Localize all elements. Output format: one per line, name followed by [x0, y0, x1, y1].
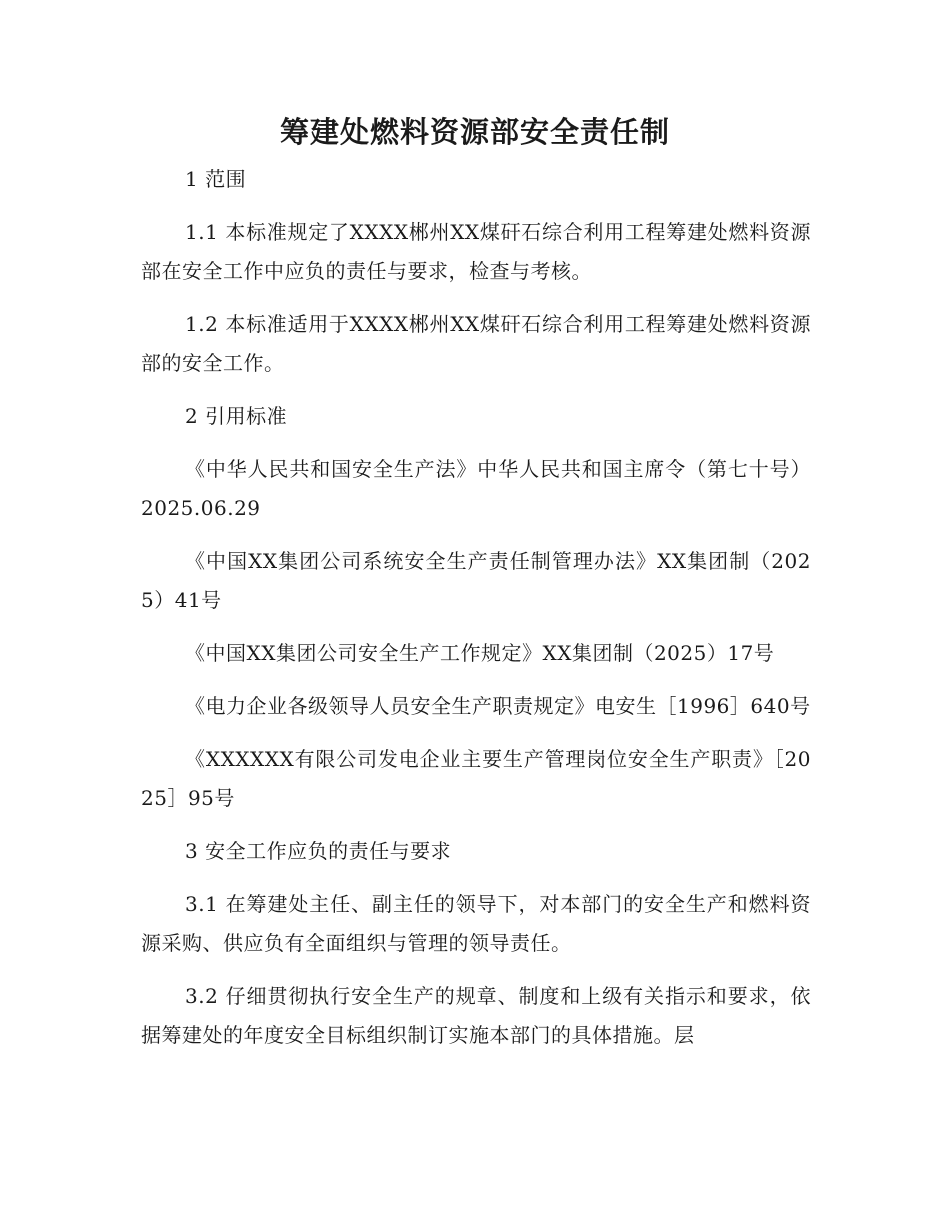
reference-item: 《中华人民共和国安全生产法》中华人民共和国主席令（第七十号）2025.06.29 [141, 457, 811, 520]
section-heading-responsibilities: 3 安全工作应负的责任与要求 [185, 839, 452, 863]
paragraph-3-1: 3.1 在筹建处主任、副主任的领导下，对本部门的安全生产和燃料资源采购、供应负有全面组织与管理的领导责任。 [141, 892, 811, 955]
reference-item: 《电力企业各级领导人员安全生产职责规定》电安生［1996］640号 [185, 694, 811, 718]
document-title: 筹建处燃料资源部安全责任制 [279, 115, 670, 149]
section-heading-scope: 1 范围 [185, 167, 247, 191]
paragraph-1-1: 1.1 本标准规定了XXXX郴州XX煤矸石综合利用工程筹建处燃料资源部在安全工作中应负的责任与要求，检查与考核。 [141, 220, 811, 283]
reference-item: 《中国XX集团公司安全生产工作规定》XX集团制（2025）17号 [185, 641, 775, 665]
paragraph-3-2: 3.2 仔细贯彻执行安全生产的规章、制度和上级有关指示和要求，依据筹建处的年度安全目标组织制订实施本部门的具体措施。层 [141, 984, 811, 1047]
reference-item: 《XXXXXX有限公司发电企业主要生产管理岗位安全生产职责》［2025］95号 [141, 747, 811, 810]
document-body [141, 160, 811, 1069]
section-heading-references: 2 引用标准 [185, 404, 288, 428]
reference-item: 《中国XX集团公司系统安全生产责任制管理办法》XX集团制（2025）41号 [141, 549, 811, 612]
paragraph-1-2: 1.2 本标准适用于XXXX郴州XX煤矸石综合利用工程筹建处燃料资源部的安全工作。 [141, 312, 811, 375]
